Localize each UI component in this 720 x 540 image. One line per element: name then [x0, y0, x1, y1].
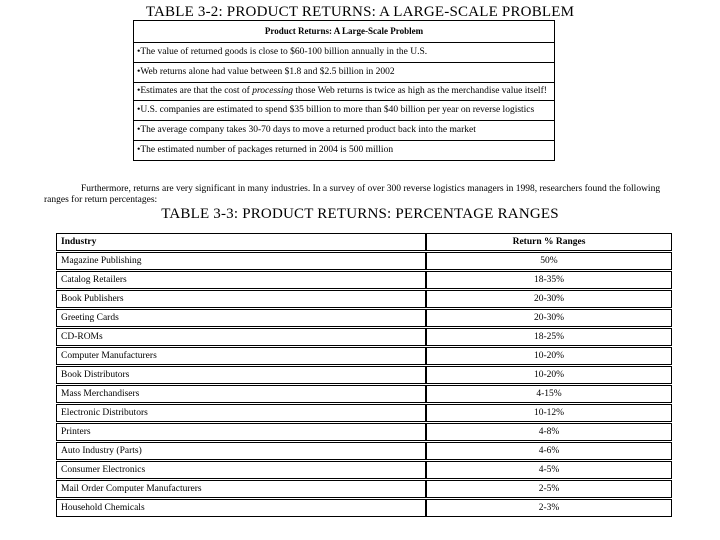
range-cell: 2-3%	[426, 499, 672, 517]
table-3-2-title: TABLE 3-2: PRODUCT RETURNS: A LARGE-SCALE PROBLEM	[145, 4, 575, 20]
range-cell: 18-25%	[426, 328, 672, 346]
bullet: •	[137, 67, 141, 77]
industry-cell: Electronic Distributors	[56, 404, 426, 422]
table-row	[56, 442, 672, 460]
range-cell: 2-5%	[426, 480, 672, 498]
table-row	[56, 366, 672, 384]
table-row	[56, 423, 672, 441]
table-row	[56, 499, 672, 517]
range-cell: 4-5%	[426, 461, 672, 479]
table-row	[56, 309, 672, 327]
table-row	[56, 347, 672, 365]
bullet: •	[137, 125, 141, 135]
list-item-emphasis: processing	[252, 86, 293, 96]
box-header: Product Returns: A Large-Scale Problem	[134, 21, 554, 43]
industry-cell: Magazine Publishing	[56, 252, 426, 270]
industry-cell: Catalog Retailers	[56, 271, 426, 289]
bullet: •	[137, 86, 141, 96]
table-row	[56, 461, 672, 479]
bullet: •	[137, 145, 141, 155]
list-item-text: The value of returned goods is close to $60-100 billion annually in the U.S.	[140, 47, 428, 57]
bullet: •	[137, 105, 141, 115]
list-item	[134, 83, 554, 101]
column-header-industry: Industry	[56, 233, 426, 251]
industry-cell: Mail Order Computer Manufacturers	[56, 480, 426, 498]
table-3-3-title: TABLE 3-3: PRODUCT RETURNS: PERCENTAGE RANGES	[161, 206, 559, 222]
industry-cell: Greeting Cards	[56, 309, 426, 327]
list-item-text: Web returns alone had value between $1.8 and $2.5 billion in 2002	[140, 67, 395, 77]
range-cell: 10-20%	[426, 366, 672, 384]
range-cell: 50%	[426, 252, 672, 270]
survey-paragraph: Furthermore, returns are very significant in many industries. In a survey of over 300 reverse logistics managers in 1998, researchers found the following ranges for return percentages:	[44, 184, 661, 205]
range-cell: 10-20%	[426, 347, 672, 365]
industry-cell: Computer Manufacturers	[56, 347, 426, 365]
list-item-text: those Web returns is twice as high as the merchandise value itself!	[293, 86, 547, 96]
list-item	[134, 101, 554, 121]
industry-cell: Household Chemicals	[56, 499, 426, 517]
industry-cell: Printers	[56, 423, 426, 441]
list-item	[134, 121, 554, 141]
product-returns-box	[133, 20, 555, 161]
industry-cell: Consumer Electronics	[56, 461, 426, 479]
industry-cell: CD-ROMs	[56, 328, 426, 346]
list-item-text: The estimated number of packages returned in 2004 is 500 million	[140, 145, 394, 155]
list-item	[134, 141, 554, 160]
list-item-text: U.S. companies are estimated to spend $35 billion to more than $40 billion per year on reverse logistics	[140, 105, 535, 115]
range-cell: 4-8%	[426, 423, 672, 441]
industry-cell: Book Publishers	[56, 290, 426, 308]
list-item	[134, 63, 554, 83]
industry-cell: Mass Merchandisers	[56, 385, 426, 403]
table-row	[56, 290, 672, 308]
table-row	[56, 252, 672, 270]
returns-table	[56, 232, 672, 518]
table-row	[56, 480, 672, 498]
range-cell: 20-30%	[426, 309, 672, 327]
range-cell: 4-6%	[426, 442, 672, 460]
industry-cell: Book Distributors	[56, 366, 426, 384]
range-cell: 18-35%	[426, 271, 672, 289]
column-header-return-range: Return % Ranges	[426, 233, 672, 251]
table-row	[56, 328, 672, 346]
list-item-text: The average company takes 30-70 days to move a returned product back into the market	[140, 125, 476, 135]
range-cell: 20-30%	[426, 290, 672, 308]
list-item	[134, 43, 554, 63]
table-row	[56, 385, 672, 403]
table-row	[56, 404, 672, 422]
industry-cell: Auto Industry (Parts)	[56, 442, 426, 460]
table-row	[56, 271, 672, 289]
range-cell: 10-12%	[426, 404, 672, 422]
table-header-row	[56, 233, 672, 251]
range-cell: 4-15%	[426, 385, 672, 403]
list-item-text: Estimates are that the cost of	[140, 86, 253, 96]
bullet: •	[137, 47, 141, 57]
